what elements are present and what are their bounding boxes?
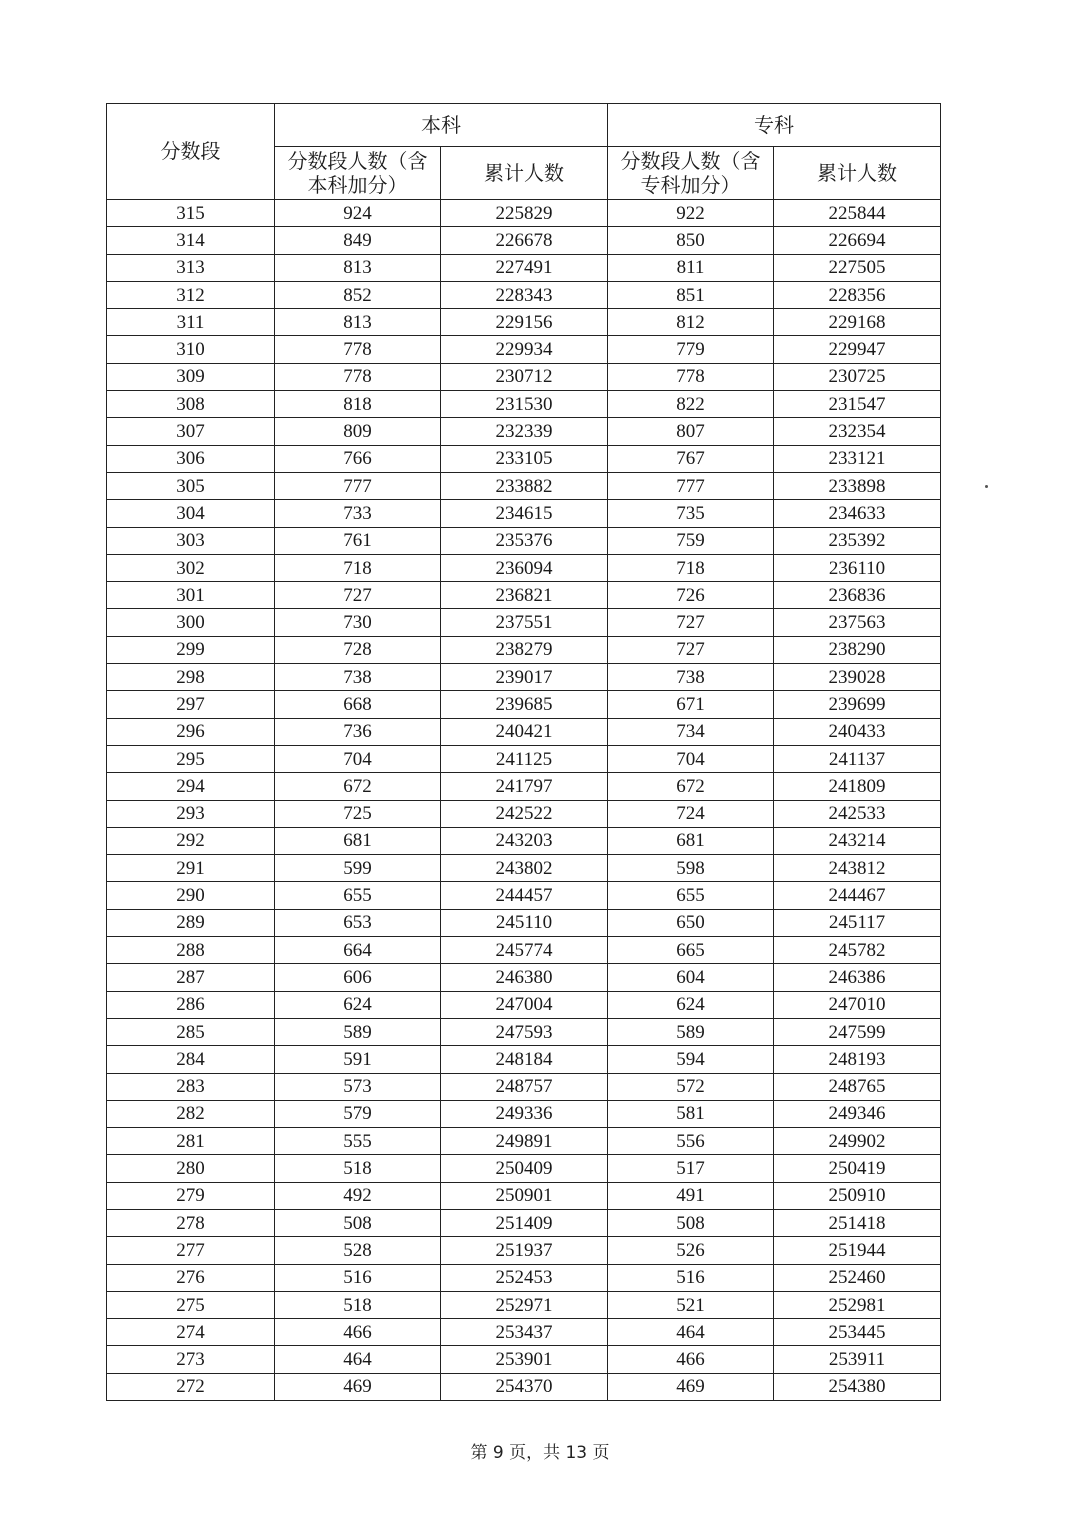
undergrad-cumulative-cell: 253901 — [441, 1346, 608, 1373]
vocational-count-cell: 850 — [608, 227, 774, 254]
vocational-cumulative-header: 累计人数 — [774, 147, 941, 200]
score-cell: 299 — [107, 636, 275, 663]
score-cell: 281 — [107, 1128, 275, 1155]
score-cell: 287 — [107, 964, 275, 991]
vocational-cumulative-cell: 252981 — [774, 1291, 941, 1318]
table-row — [107, 1046, 941, 1073]
table-row — [107, 745, 941, 772]
score-cell: 303 — [107, 527, 275, 554]
vocational-count-cell: 604 — [608, 964, 774, 991]
score-cell: 295 — [107, 745, 275, 772]
table-row — [107, 800, 941, 827]
table-row — [107, 991, 941, 1018]
table-row — [107, 1319, 941, 1346]
vocational-cumulative-cell: 249902 — [774, 1128, 941, 1155]
undergrad-cumulative-cell: 245774 — [441, 937, 608, 964]
undergrad-count-cell: 809 — [275, 418, 441, 445]
undergrad-count-cell: 579 — [275, 1100, 441, 1127]
vocational-count-cell: 822 — [608, 391, 774, 418]
table-row — [107, 1128, 941, 1155]
table-row — [107, 1209, 941, 1236]
vocational-count-cell: 594 — [608, 1046, 774, 1073]
vocational-count-cell: 466 — [608, 1346, 774, 1373]
vocational-cumulative-cell: 250419 — [774, 1155, 941, 1182]
undergrad-count-cell: 777 — [275, 472, 441, 499]
vocational-count-cell: 851 — [608, 281, 774, 308]
vocational-cumulative-cell: 247599 — [774, 1018, 941, 1045]
vocational-count-cell: 704 — [608, 745, 774, 772]
table-row — [107, 1346, 941, 1373]
score-cell: 276 — [107, 1264, 275, 1291]
undergrad-count-header-text: 分数段人数（含本科加分） — [287, 149, 428, 197]
score-cell: 286 — [107, 991, 275, 1018]
vocational-cumulative-cell: 247010 — [774, 991, 941, 1018]
vocational-cumulative-cell: 229168 — [774, 309, 941, 336]
table-row — [107, 500, 941, 527]
undergrad-cumulative-cell: 240421 — [441, 718, 608, 745]
score-cell: 298 — [107, 664, 275, 691]
table-row — [107, 1237, 941, 1264]
vocational-count-cell: 767 — [608, 445, 774, 472]
undergrad-count-cell: 924 — [275, 200, 441, 227]
undergrad-count-cell: 738 — [275, 664, 441, 691]
table-row — [107, 363, 941, 390]
undergrad-count-cell: 725 — [275, 800, 441, 827]
undergrad-cumulative-cell: 232339 — [441, 418, 608, 445]
score-cell: 300 — [107, 609, 275, 636]
vocational-cumulative-cell: 234633 — [774, 500, 941, 527]
vocational-count-cell: 665 — [608, 937, 774, 964]
scan-speck — [985, 485, 988, 488]
score-cell: 279 — [107, 1182, 275, 1209]
undergrad-cumulative-cell: 241125 — [441, 745, 608, 772]
undergrad-cumulative-cell: 241797 — [441, 773, 608, 800]
undergrad-cumulative-cell: 251937 — [441, 1237, 608, 1264]
undergrad-count-cell: 778 — [275, 336, 441, 363]
undergrad-count-cell: 736 — [275, 718, 441, 745]
undergrad-cumulative-cell: 229156 — [441, 309, 608, 336]
vocational-cumulative-cell: 254380 — [774, 1373, 941, 1400]
vocational-cumulative-cell: 239028 — [774, 664, 941, 691]
undergrad-cumulative-cell: 248184 — [441, 1046, 608, 1073]
score-cell: 309 — [107, 363, 275, 390]
vocational-cumulative-cell: 249346 — [774, 1100, 941, 1127]
vocational-count-cell: 671 — [608, 691, 774, 718]
vocational-count-cell: 589 — [608, 1018, 774, 1045]
vocational-cumulative-cell: 229947 — [774, 336, 941, 363]
undergrad-cumulative-cell: 237551 — [441, 609, 608, 636]
score-cell: 293 — [107, 800, 275, 827]
score-cell: 312 — [107, 281, 275, 308]
undergrad-cumulative-cell: 249336 — [441, 1100, 608, 1127]
score-cell: 304 — [107, 500, 275, 527]
undergrad-cumulative-cell: 231530 — [441, 391, 608, 418]
score-cell: 291 — [107, 855, 275, 882]
vocational-count-cell: 464 — [608, 1319, 774, 1346]
table-row — [107, 937, 941, 964]
undergrad-cumulative-cell: 254370 — [441, 1373, 608, 1400]
score-cell: 294 — [107, 773, 275, 800]
score-cell: 302 — [107, 554, 275, 581]
undergrad-cumulative-cell: 238279 — [441, 636, 608, 663]
score-cell: 288 — [107, 937, 275, 964]
vocational-count-cell: 735 — [608, 500, 774, 527]
undergrad-cumulative-cell: 235376 — [441, 527, 608, 554]
vocational-cumulative-cell: 253911 — [774, 1346, 941, 1373]
undergrad-cumulative-cell: 247004 — [441, 991, 608, 1018]
vocational-count-cell: 726 — [608, 582, 774, 609]
table-row — [107, 418, 941, 445]
vocational-cumulative-cell: 241137 — [774, 745, 941, 772]
vocational-count-cell: 650 — [608, 909, 774, 936]
vocational-cumulative-cell: 232354 — [774, 418, 941, 445]
table-row — [107, 827, 941, 854]
vocational-count-cell: 724 — [608, 800, 774, 827]
vocational-cumulative-cell: 228356 — [774, 281, 941, 308]
score-cell: 278 — [107, 1209, 275, 1236]
score-cell: 275 — [107, 1291, 275, 1318]
vocational-cumulative-cell: 253445 — [774, 1319, 941, 1346]
vocational-count-cell: 777 — [608, 472, 774, 499]
undergrad-cumulative-cell: 233105 — [441, 445, 608, 472]
vocational-count-cell: 655 — [608, 882, 774, 909]
undergrad-count-cell: 761 — [275, 527, 441, 554]
undergrad-cumulative-cell: 227491 — [441, 254, 608, 281]
table-row — [107, 527, 941, 554]
vocational-cumulative-cell: 236110 — [774, 554, 941, 581]
table-row — [107, 855, 941, 882]
undergrad-count-cell: 573 — [275, 1073, 441, 1100]
undergrad-count-cell: 704 — [275, 745, 441, 772]
vocational-cumulative-cell: 225844 — [774, 200, 941, 227]
vocational-count-cell: 598 — [608, 855, 774, 882]
score-cell: 272 — [107, 1373, 275, 1400]
undergrad-count-cell: 672 — [275, 773, 441, 800]
undergrad-count-cell: 766 — [275, 445, 441, 472]
vocational-cumulative-cell: 231547 — [774, 391, 941, 418]
undergrad-count-cell: 653 — [275, 909, 441, 936]
undergrad-count-cell: 852 — [275, 281, 441, 308]
undergrad-cumulative-cell: 243203 — [441, 827, 608, 854]
score-cell: 273 — [107, 1346, 275, 1373]
score-distribution-table — [106, 103, 941, 1401]
table-row — [107, 664, 941, 691]
vocational-cumulative-cell: 251418 — [774, 1209, 941, 1236]
table-row — [107, 254, 941, 281]
score-cell: 274 — [107, 1319, 275, 1346]
undergrad-cumulative-cell: 250409 — [441, 1155, 608, 1182]
undergrad-count-cell: 624 — [275, 991, 441, 1018]
score-cell: 284 — [107, 1046, 275, 1073]
score-cell: 292 — [107, 827, 275, 854]
undergrad-count-cell: 492 — [275, 1182, 441, 1209]
undergrad-cumulative-cell: 236821 — [441, 582, 608, 609]
undergrad-count-cell: 681 — [275, 827, 441, 854]
vocational-cumulative-cell: 244467 — [774, 882, 941, 909]
table-row — [107, 472, 941, 499]
vocational-count-cell: 556 — [608, 1128, 774, 1155]
undergrad-count-cell: 606 — [275, 964, 441, 991]
table-row — [107, 554, 941, 581]
vocational-count-cell: 778 — [608, 363, 774, 390]
score-cell: 315 — [107, 200, 275, 227]
vocational-cumulative-cell: 251944 — [774, 1237, 941, 1264]
vocational-count-cell: 516 — [608, 1264, 774, 1291]
vocational-cumulative-cell: 248765 — [774, 1073, 941, 1100]
vocational-cumulative-cell: 236836 — [774, 582, 941, 609]
undergrad-count-cell: 518 — [275, 1291, 441, 1318]
undergrad-cumulative-cell: 239685 — [441, 691, 608, 718]
undergrad-cumulative-cell: 229934 — [441, 336, 608, 363]
table-row — [107, 281, 941, 308]
score-cell: 297 — [107, 691, 275, 718]
vocational-count-cell: 812 — [608, 309, 774, 336]
score-cell: 310 — [107, 336, 275, 363]
vocational-cumulative-cell: 240433 — [774, 718, 941, 745]
undergrad-count-cell: 818 — [275, 391, 441, 418]
vocational-cumulative-cell: 235392 — [774, 527, 941, 554]
undergrad-cumulative-header: 累计人数 — [441, 147, 608, 200]
undergrad-cumulative-cell: 252453 — [441, 1264, 608, 1291]
undergrad-count-cell: 668 — [275, 691, 441, 718]
vocational-cumulative-cell: 233898 — [774, 472, 941, 499]
vocational-count-cell: 491 — [608, 1182, 774, 1209]
undergrad-cumulative-cell: 225829 — [441, 200, 608, 227]
score-cell: 290 — [107, 882, 275, 909]
score-cell: 307 — [107, 418, 275, 445]
score-column-header: 分数段 — [107, 104, 275, 200]
score-cell: 308 — [107, 391, 275, 418]
undergrad-cumulative-cell: 253437 — [441, 1319, 608, 1346]
undergrad-count-cell: 469 — [275, 1373, 441, 1400]
undergrad-count-cell: 727 — [275, 582, 441, 609]
table-row — [107, 964, 941, 991]
score-cell: 314 — [107, 227, 275, 254]
undergrad-cumulative-cell: 245110 — [441, 909, 608, 936]
vocational-cumulative-cell: 243812 — [774, 855, 941, 882]
undergrad-cumulative-cell: 247593 — [441, 1018, 608, 1045]
undergrad-cumulative-cell: 239017 — [441, 664, 608, 691]
undergrad-count-cell: 655 — [275, 882, 441, 909]
vocational-cumulative-cell: 243214 — [774, 827, 941, 854]
undergrad-cumulative-cell: 242522 — [441, 800, 608, 827]
score-cell: 280 — [107, 1155, 275, 1182]
vocational-count-cell: 681 — [608, 827, 774, 854]
undergrad-count-cell: 733 — [275, 500, 441, 527]
score-cell: 283 — [107, 1073, 275, 1100]
table-row — [107, 1264, 941, 1291]
table-row — [107, 636, 941, 663]
table-row — [107, 909, 941, 936]
score-cell: 296 — [107, 718, 275, 745]
undergrad-count-cell: 778 — [275, 363, 441, 390]
vocational-count-cell: 811 — [608, 254, 774, 281]
vocational-cumulative-cell: 250910 — [774, 1182, 941, 1209]
table-row — [107, 1018, 941, 1045]
undergrad-count-cell: 466 — [275, 1319, 441, 1346]
table-row — [107, 200, 941, 227]
vocational-count-cell: 807 — [608, 418, 774, 445]
table-row — [107, 691, 941, 718]
vocational-count-cell: 508 — [608, 1209, 774, 1236]
table-row — [107, 309, 941, 336]
score-cell: 277 — [107, 1237, 275, 1264]
vocational-cumulative-cell: 230725 — [774, 363, 941, 390]
vocational-count-cell: 517 — [608, 1155, 774, 1182]
undergrad-cumulative-cell: 243802 — [441, 855, 608, 882]
table-row — [107, 445, 941, 472]
vocational-cumulative-cell: 242533 — [774, 800, 941, 827]
undergrad-count-cell: 508 — [275, 1209, 441, 1236]
vocational-cumulative-cell: 239699 — [774, 691, 941, 718]
undergrad-cumulative-cell: 228343 — [441, 281, 608, 308]
undergrad-cumulative-cell: 248757 — [441, 1073, 608, 1100]
table-row — [107, 882, 941, 909]
undergrad-count-cell: 849 — [275, 227, 441, 254]
undergrad-count-cell: 591 — [275, 1046, 441, 1073]
undergrad-cumulative-cell: 249891 — [441, 1128, 608, 1155]
vocational-cumulative-cell: 241809 — [774, 773, 941, 800]
score-cell: 306 — [107, 445, 275, 472]
vocational-count-cell: 759 — [608, 527, 774, 554]
undergrad-count-cell: 730 — [275, 609, 441, 636]
undergrad-group-header: 本科 — [275, 104, 608, 147]
table-row — [107, 336, 941, 363]
vocational-count-cell: 572 — [608, 1073, 774, 1100]
vocational-cumulative-cell: 252460 — [774, 1264, 941, 1291]
undergrad-count-cell: 599 — [275, 855, 441, 882]
vocational-cumulative-cell: 246386 — [774, 964, 941, 991]
table-row — [107, 1155, 941, 1182]
undergrad-count-cell: 589 — [275, 1018, 441, 1045]
vocational-count-cell: 469 — [608, 1373, 774, 1400]
vocational-cumulative-cell: 227505 — [774, 254, 941, 281]
undergrad-cumulative-cell: 250901 — [441, 1182, 608, 1209]
undergrad-cumulative-cell: 252971 — [441, 1291, 608, 1318]
score-cell: 301 — [107, 582, 275, 609]
vocational-count-cell: 738 — [608, 664, 774, 691]
undergrad-count-cell: 555 — [275, 1128, 441, 1155]
table-row — [107, 718, 941, 745]
table-row — [107, 1291, 941, 1318]
vocational-cumulative-cell: 238290 — [774, 636, 941, 663]
vocational-count-cell: 922 — [608, 200, 774, 227]
vocational-count-cell: 521 — [608, 1291, 774, 1318]
undergrad-cumulative-cell: 251409 — [441, 1209, 608, 1236]
score-cell: 305 — [107, 472, 275, 499]
undergrad-cumulative-cell: 244457 — [441, 882, 608, 909]
table-row — [107, 1073, 941, 1100]
vocational-count-cell: 624 — [608, 991, 774, 1018]
vocational-cumulative-cell: 237563 — [774, 609, 941, 636]
undergrad-count-cell: 518 — [275, 1155, 441, 1182]
table-row — [107, 227, 941, 254]
vocational-cumulative-cell: 233121 — [774, 445, 941, 472]
undergrad-count-cell: 813 — [275, 254, 441, 281]
table-row — [107, 609, 941, 636]
undergrad-cumulative-cell: 246380 — [441, 964, 608, 991]
vocational-count-header — [608, 147, 774, 200]
undergrad-count-header — [275, 147, 441, 200]
undergrad-cumulative-cell: 233882 — [441, 472, 608, 499]
table-row — [107, 1182, 941, 1209]
vocational-cumulative-cell: 245782 — [774, 937, 941, 964]
vocational-count-cell: 727 — [608, 636, 774, 663]
vocational-count-cell: 727 — [608, 609, 774, 636]
score-cell: 285 — [107, 1018, 275, 1045]
vocational-count-cell: 672 — [608, 773, 774, 800]
undergrad-cumulative-cell: 226678 — [441, 227, 608, 254]
table-row — [107, 1100, 941, 1127]
score-cell: 311 — [107, 309, 275, 336]
undergrad-count-cell: 664 — [275, 937, 441, 964]
undergrad-count-cell: 718 — [275, 554, 441, 581]
table-row — [107, 391, 941, 418]
table-body — [107, 200, 941, 1401]
vocational-count-cell: 526 — [608, 1237, 774, 1264]
table-header-row-1 — [107, 104, 941, 147]
undergrad-cumulative-cell: 230712 — [441, 363, 608, 390]
undergrad-count-cell: 813 — [275, 309, 441, 336]
vocational-count-header-text: 分数段人数（含专科加分） — [620, 149, 761, 197]
score-cell: 313 — [107, 254, 275, 281]
undergrad-cumulative-cell: 234615 — [441, 500, 608, 527]
undergrad-count-cell: 464 — [275, 1346, 441, 1373]
table-row — [107, 582, 941, 609]
vocational-count-cell: 734 — [608, 718, 774, 745]
vocational-count-cell: 581 — [608, 1100, 774, 1127]
undergrad-count-cell: 516 — [275, 1264, 441, 1291]
vocational-group-header: 专科 — [608, 104, 941, 147]
vocational-cumulative-cell: 226694 — [774, 227, 941, 254]
score-cell: 282 — [107, 1100, 275, 1127]
vocational-count-cell: 779 — [608, 336, 774, 363]
undergrad-count-cell: 728 — [275, 636, 441, 663]
vocational-cumulative-cell: 245117 — [774, 909, 941, 936]
page-number-footer: 第 9 页，共 13 页 — [470, 1443, 610, 1463]
table-row — [107, 773, 941, 800]
vocational-cumulative-cell: 248193 — [774, 1046, 941, 1073]
undergrad-count-cell: 528 — [275, 1237, 441, 1264]
undergrad-cumulative-cell: 236094 — [441, 554, 608, 581]
score-cell: 289 — [107, 909, 275, 936]
vocational-count-cell: 718 — [608, 554, 774, 581]
table-row — [107, 1373, 941, 1400]
